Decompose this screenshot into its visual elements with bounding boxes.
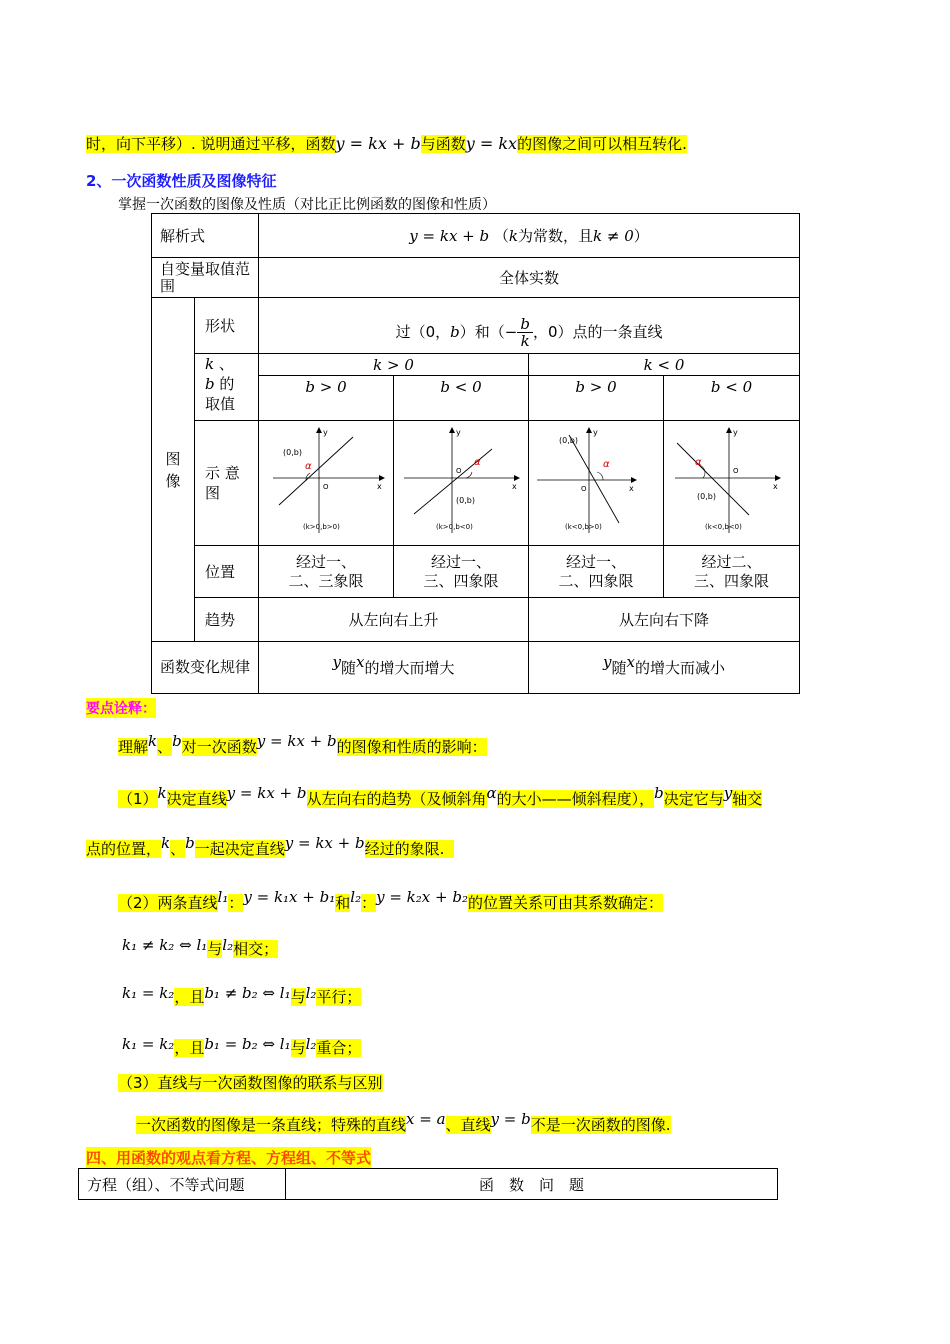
section2-title: 2、一次函数性质及图像特征	[86, 172, 277, 190]
function-line	[569, 435, 619, 523]
row-expression-value: y = kx + b （k为常数，且k ≠ 0）	[259, 214, 800, 258]
diagram-3	[529, 421, 664, 546]
y-arrow	[449, 427, 455, 433]
x-arrow	[631, 477, 637, 483]
alpha-label: α	[305, 461, 312, 472]
b-case-2: b < 0	[394, 376, 529, 421]
rule-decrease: y随x的增大而减小	[529, 642, 800, 694]
graph-kpos-bneg	[396, 421, 526, 541]
relation-coincide: k₁ = k₂，且b₁ = b₂ ⇔ l₁与l₂重合；	[122, 1035, 362, 1057]
keypoint-5: （3）直线与一次函数图像的联系与区别	[118, 1074, 383, 1092]
position-label: 位置	[195, 546, 259, 598]
trend-down: 从左向右下降	[529, 598, 800, 642]
shape-label: 形状	[195, 298, 259, 354]
header-equations: 方程（组）、不等式问题	[79, 1169, 286, 1200]
diagram-1	[259, 421, 394, 546]
keypoint-4: （2）两条直线l₁：y = k₁x + b₁和l₂：y = k₂x + b₂的位置关系可由其系数确定：	[118, 888, 663, 912]
b-case-4: b < 0	[664, 376, 800, 421]
keypoints-title: 要点诠释：	[86, 698, 156, 718]
b-case-3: b > 0	[529, 376, 664, 421]
axis-y-label: y	[593, 428, 598, 437]
graph-kneg-bpos	[531, 421, 661, 541]
origin-label: O	[581, 485, 587, 493]
origin-label: O	[456, 467, 462, 475]
trend-up: 从左向右上升	[259, 598, 529, 642]
keypoint-2: （1）k决定直线y = kx + b从左向右的趋势（及倾斜角α的大小——倾斜程度），b决定它与y轴交	[118, 784, 763, 808]
keypoint-6: 一次函数的图像是一条直线；特殊的直线x = a、直线y = b不是一次函数的图像.	[136, 1110, 671, 1134]
k-negative: k < 0	[529, 354, 800, 376]
axis-x-label: x	[772, 482, 778, 491]
graph-kneg-bneg	[667, 421, 797, 541]
axis-x-label: x	[629, 484, 634, 493]
alpha-label: α	[603, 459, 610, 470]
header-functions: 函 数 问 题	[286, 1169, 778, 1200]
x-arrow	[514, 475, 520, 481]
caption: (k>0,b>0)	[303, 523, 340, 531]
point-label: (0,b)	[559, 436, 578, 445]
y-arrow	[726, 427, 732, 433]
shape-value: 过（0，b）和（− $\frac{b}{k}$ ，0）点的一条直线	[259, 298, 800, 354]
properties-table	[151, 213, 800, 694]
relation-parallel: k₁ = k₂，且b₁ ≠ b₂ ⇔ l₁与l₂平行；	[122, 984, 362, 1006]
position-4: 经过二、 三、四象限	[664, 546, 800, 598]
axis-y-label: y	[323, 428, 328, 437]
fraction: $\frac{b}{k}$	[517, 316, 533, 349]
alpha-label: α	[474, 457, 481, 468]
keypoint-3: 点的位置，k、b一起决定直线y = kx + b经过的象限.	[86, 838, 454, 859]
caption: (k>0,b<0)	[436, 523, 473, 531]
y-arrow	[586, 427, 592, 433]
section4-title: 四、用函数的观点看方程、方程组、不等式	[86, 1149, 372, 1167]
axis-y-label: y	[456, 428, 461, 437]
trend-label: 趋势	[195, 598, 259, 642]
row-expression-label: 解析式	[152, 214, 259, 258]
y-arrow	[316, 427, 322, 433]
alpha-label: α	[694, 457, 702, 468]
intro-line: 时，向下平移）. 说明通过平移，函数y = kx + b与函数y = kx的图像之间可以相互转化.	[86, 134, 687, 153]
axis-x-label: x	[377, 482, 382, 491]
caption: (k<0,b<0)	[704, 523, 742, 531]
equation-function-table	[78, 1168, 778, 1200]
diagram-2	[394, 421, 529, 546]
section2-intro: 掌握一次函数的图像及性质（对比正比例函数的图像和性质）	[118, 197, 496, 213]
row-domain-value: 全体实数	[259, 258, 800, 298]
diagram-label: 示 意 图	[195, 421, 259, 546]
relation-intersect: k₁ ≠ k₂ ⇔ l₁与l₂相交；	[122, 936, 279, 958]
origin-label: O	[732, 467, 739, 475]
position-1: 经过一、 二、三象限	[259, 546, 394, 598]
rule-label: 函数变化规律	[152, 642, 259, 694]
x-arrow	[775, 475, 781, 481]
k-positive: k > 0	[259, 354, 529, 376]
diagram-4	[664, 421, 800, 546]
axis-x-label: x	[512, 482, 517, 491]
graph-kpos-bpos	[261, 421, 391, 541]
point-label: (0,b)	[283, 448, 302, 457]
kb-label: k 、 b 的 取值	[195, 354, 259, 421]
position-2: 经过一、 三、四象限	[394, 546, 529, 598]
b-case-1: b > 0	[259, 376, 394, 421]
keypoint-1: 理解k、b对一次函数y = kx + b的图像和性质的影响：	[118, 732, 487, 756]
angle-arc	[597, 472, 603, 480]
rule-increase: y随x的增大而增大	[259, 642, 529, 694]
caption: (k<0,b>0)	[565, 523, 602, 531]
angle-arc	[466, 472, 472, 478]
position-3: 经过一、 二、四象限	[529, 546, 664, 598]
function-line	[677, 443, 749, 515]
origin-label: O	[323, 483, 329, 491]
point-label: (0,b)	[456, 496, 475, 505]
axis-y-label: y	[732, 428, 738, 437]
graph-label: 图像	[152, 298, 195, 642]
x-arrow	[379, 475, 385, 481]
point-label: (0,b)	[696, 492, 716, 501]
row-domain-label: 自变量取值范围	[152, 258, 259, 298]
